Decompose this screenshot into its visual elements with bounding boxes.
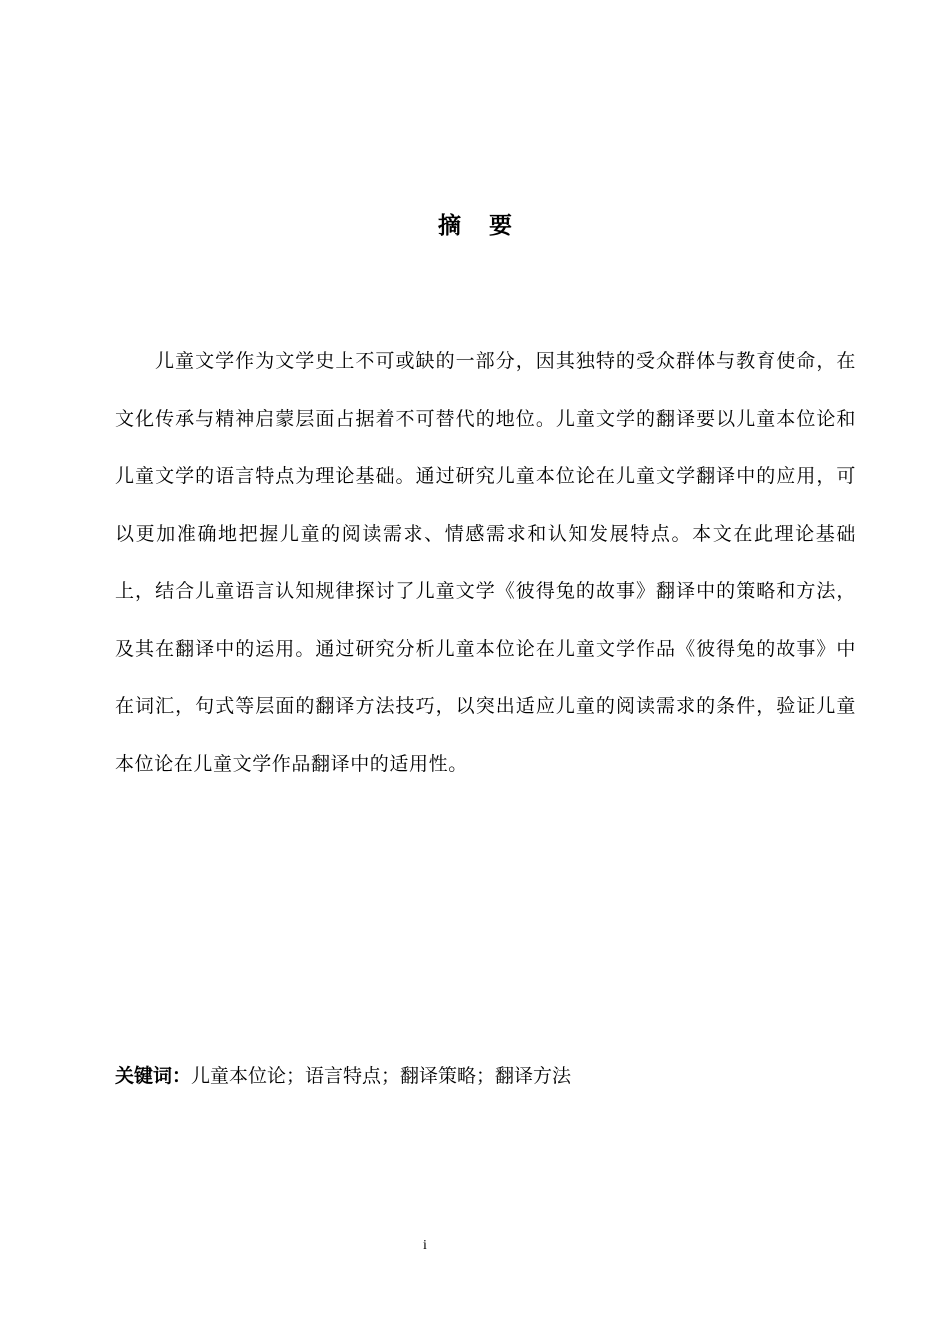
abstract-body: 儿童文学作为文学史上不可或缺的一部分，因其独特的受众群体与教育使命，在文化传承与精神启蒙层面占据着不可替代的地位。儿童文学的翻译要以儿童本位论和儿童文学的语言特点为理论基础。通过研究儿童本位论在儿童文学翻译中的应用，可以更加准确地把握儿童的阅读需求、情感需求和认知发展特点。本文在此理论基础上，结合儿童语言认知规律探讨了儿童文学《彼得兔的故事》翻译中的策略和方法，及其在翻译中的运用。通过研究分析儿童本位论在儿童文学作品《彼得兔的故事》中在词汇，句式等层面的翻译方法技巧，以突出适应儿童的阅读需求的条件，验证儿童本位论在儿童文学作品翻译中的适用性。 bbox=[115, 350, 856, 775]
page-number: i bbox=[423, 1238, 427, 1253]
keywords-line bbox=[115, 1058, 856, 1094]
keywords-label: 关键词： bbox=[115, 1065, 192, 1087]
keywords-list: 儿童本位论；语言特点；翻译策略；翻译方法 bbox=[191, 1065, 572, 1087]
page-title: 摘 要 bbox=[437, 213, 522, 239]
